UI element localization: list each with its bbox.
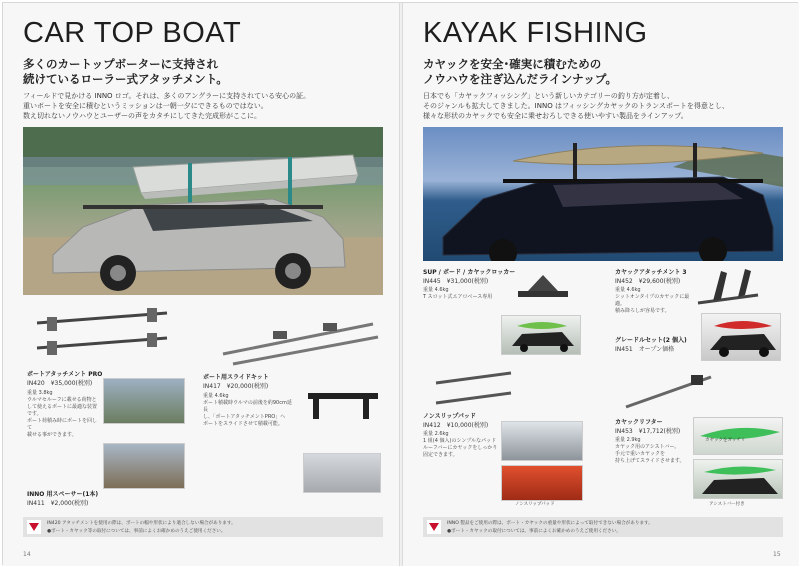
desc-line: 載せる事ができます。 — [27, 432, 77, 438]
product-description — [27, 390, 97, 439]
product-photo — [501, 315, 581, 355]
product-code-price: IN451 オープン価格 — [615, 346, 675, 353]
desc-line: ルーフバーにカヤックをしっかり — [423, 445, 498, 451]
product-photo — [303, 453, 381, 493]
desc-line: カヤック用のアシストバー。 — [615, 444, 680, 450]
desc-line: ボートをスライドさせて積載可能。 — [203, 421, 283, 427]
desc-line: 積み降ろしが容易です。 — [615, 308, 670, 314]
body-line: 重いボートを安全に積むというミッションは一朝一夕にできるものではない。 — [23, 102, 268, 110]
locker-illustration — [508, 271, 578, 311]
car-with-kayak-illustration — [502, 316, 581, 355]
product-photo — [103, 378, 185, 424]
hero-photo-car-kayak — [423, 127, 783, 261]
desc-line: し、「ボートアタッチメントPRO」へ — [203, 414, 286, 420]
body-line: 数え切れないノウハウとユーザーの声をカタチにしてきた完成形がここに。 — [23, 112, 261, 120]
page-number: 14 — [23, 551, 31, 558]
desc-line: 持ち上げてスライドさせます。 — [615, 458, 685, 464]
product-description — [423, 287, 513, 301]
product-code-price: IN412 ¥10,000(税別) — [423, 422, 489, 429]
product-code-price: IN420 ¥35,000(税別) — [27, 380, 93, 387]
footer-notes-left — [23, 517, 383, 537]
desc-line: 1 組(4 個入)のシンプルなパッド — [423, 438, 497, 444]
car-kayak-illustration — [423, 127, 783, 261]
lead-text-right — [423, 57, 783, 87]
product-name: ボートアタッチメント PRO — [27, 371, 103, 378]
product-name: ノンスリップパッド — [423, 413, 476, 420]
caption-non-slip-pad: ノンスリップパッド — [515, 502, 555, 507]
product-photo — [103, 443, 185, 489]
product-name: INNO 用スペーサー(1本) — [27, 491, 99, 498]
product-name: カヤックリフター — [615, 419, 663, 426]
product-description — [203, 393, 293, 428]
page-number: 15 — [773, 551, 781, 558]
desc-line: 手元で重いカヤックを — [615, 451, 666, 457]
product-photo — [501, 465, 583, 501]
page-title-kayak-fishing: KAYAK FISHING — [423, 17, 648, 49]
lead-line: 多くのカートップボーターに支持され — [23, 57, 219, 71]
product-description — [615, 287, 695, 315]
product-name: ボート用スライドキット — [203, 374, 269, 381]
slide-kit-illustration — [213, 309, 383, 369]
car-with-green-kayak-illustration — [694, 460, 783, 499]
desc-line: 重量 3.8kg — [27, 390, 53, 396]
desc-line: T スロット式エアロベース専用 — [423, 294, 493, 300]
product-photo — [693, 417, 783, 455]
desc-line: ボート積載時ウルマの前後を約90cm延長 — [203, 400, 292, 413]
lifter-illustration — [621, 367, 721, 417]
lead-line: 続けているローラー式アタッチメント。 — [23, 72, 228, 86]
product-photo — [693, 459, 783, 499]
product-photo — [501, 421, 583, 461]
desc-line: 重量 2.6kg — [423, 431, 449, 437]
lead-line: カヤックを安全･確実に積むための — [423, 57, 602, 71]
hero-photo-car-boat — [23, 127, 383, 295]
body-line: そのジャンルも拡大してきました。INNO はフィッシングカヤックのトランスポートを得意とし、 — [423, 102, 729, 110]
product-name: カヤックアタッチメント 3 — [615, 269, 687, 276]
catalog-spread — [2, 2, 798, 565]
desc-line: ウルマセルーフに載せる荷物として使えるボートに最適な装置です。 — [27, 397, 98, 417]
left-page — [3, 3, 399, 566]
lead-text-left — [23, 57, 383, 87]
product-name: グレードルセット(2 個入) — [615, 337, 687, 344]
brand-logo-icon — [27, 520, 41, 534]
car-with-red-kayak-illustration — [702, 314, 781, 361]
desc-line: 重量 4.6kg — [615, 287, 641, 293]
desc-line: 重量 4.6kg — [203, 393, 229, 399]
product-code-price: IN445 ¥31,000(税別) — [423, 278, 489, 285]
desc-line: シットオンタイプのカヤックに最適。 — [615, 294, 690, 307]
brand-logo-icon — [427, 520, 441, 534]
body-line: 様々な形状のカヤックでも安全に乗せおろしできる使いやすい製品をラインアップ。 — [423, 112, 688, 120]
roller-bar-illustration — [431, 363, 521, 413]
footer-note-line: INNO 製品をご使用の際は、ボート・カヤックの重量や形状によって取付できない場合があります。 — [447, 521, 653, 526]
lead-line: ノウハウを注ぎ込んだラインナップ。 — [423, 72, 618, 86]
product-code-price: IN417 ¥20,000(税別) — [203, 383, 269, 390]
product-name: SUP / ボード / カヤックロッカー — [423, 269, 516, 276]
desc-line: 重量 2.9kg — [615, 437, 641, 443]
desc-line: ボート荷積み時にボートを回して — [27, 418, 98, 431]
desc-line: 重量 4.6kg — [423, 287, 449, 293]
product-photo — [701, 313, 781, 361]
caption-assist-bar: アシストバー付き — [709, 502, 745, 507]
page-title-car-top-boat: CAR TOP BOAT — [23, 17, 242, 49]
body-text-left — [23, 91, 383, 121]
product-code-price: IN452 ¥29,600(税別) — [615, 278, 681, 285]
product-description — [615, 437, 693, 465]
footer-note-line: ●ボート・カヤック等の取付については、事前によくお確かめのうえご使用ください。 — [47, 529, 226, 534]
caption-kayak-stopper: カヤックをガッチリ — [705, 438, 746, 443]
body-text-right — [423, 91, 783, 121]
product-code-price: IN411 ¥2,000(税別) — [27, 500, 89, 507]
roller-attachment-illustration — [27, 303, 177, 363]
product-description — [423, 431, 498, 459]
footer-notes-right — [423, 517, 783, 537]
body-line: 日本でも「カヤックフィッシング」という新しいカテゴリーの釣り方が定着し、 — [423, 92, 674, 100]
clamp-illustration — [303, 383, 383, 423]
kayak-attachment-illustration — [693, 265, 763, 311]
body-line: フィールドで見かける INNO ロゴ。それは、多くのアングラーに支持されている安心の証。 — [23, 92, 311, 100]
product-code-price: IN453 ¥17,712(税別) — [615, 428, 681, 435]
desc-line: 固定できます。 — [423, 452, 458, 458]
footer-note-line: ●ボート・カヤックの取付については、事前によくお確かめのうえご使用ください。 — [447, 529, 621, 534]
car-boat-illustration — [23, 127, 383, 295]
footer-note-line: IN420 アタッチメントを使用の際は、ボートの幅や形状により適合しない場合があります。 — [47, 521, 236, 526]
